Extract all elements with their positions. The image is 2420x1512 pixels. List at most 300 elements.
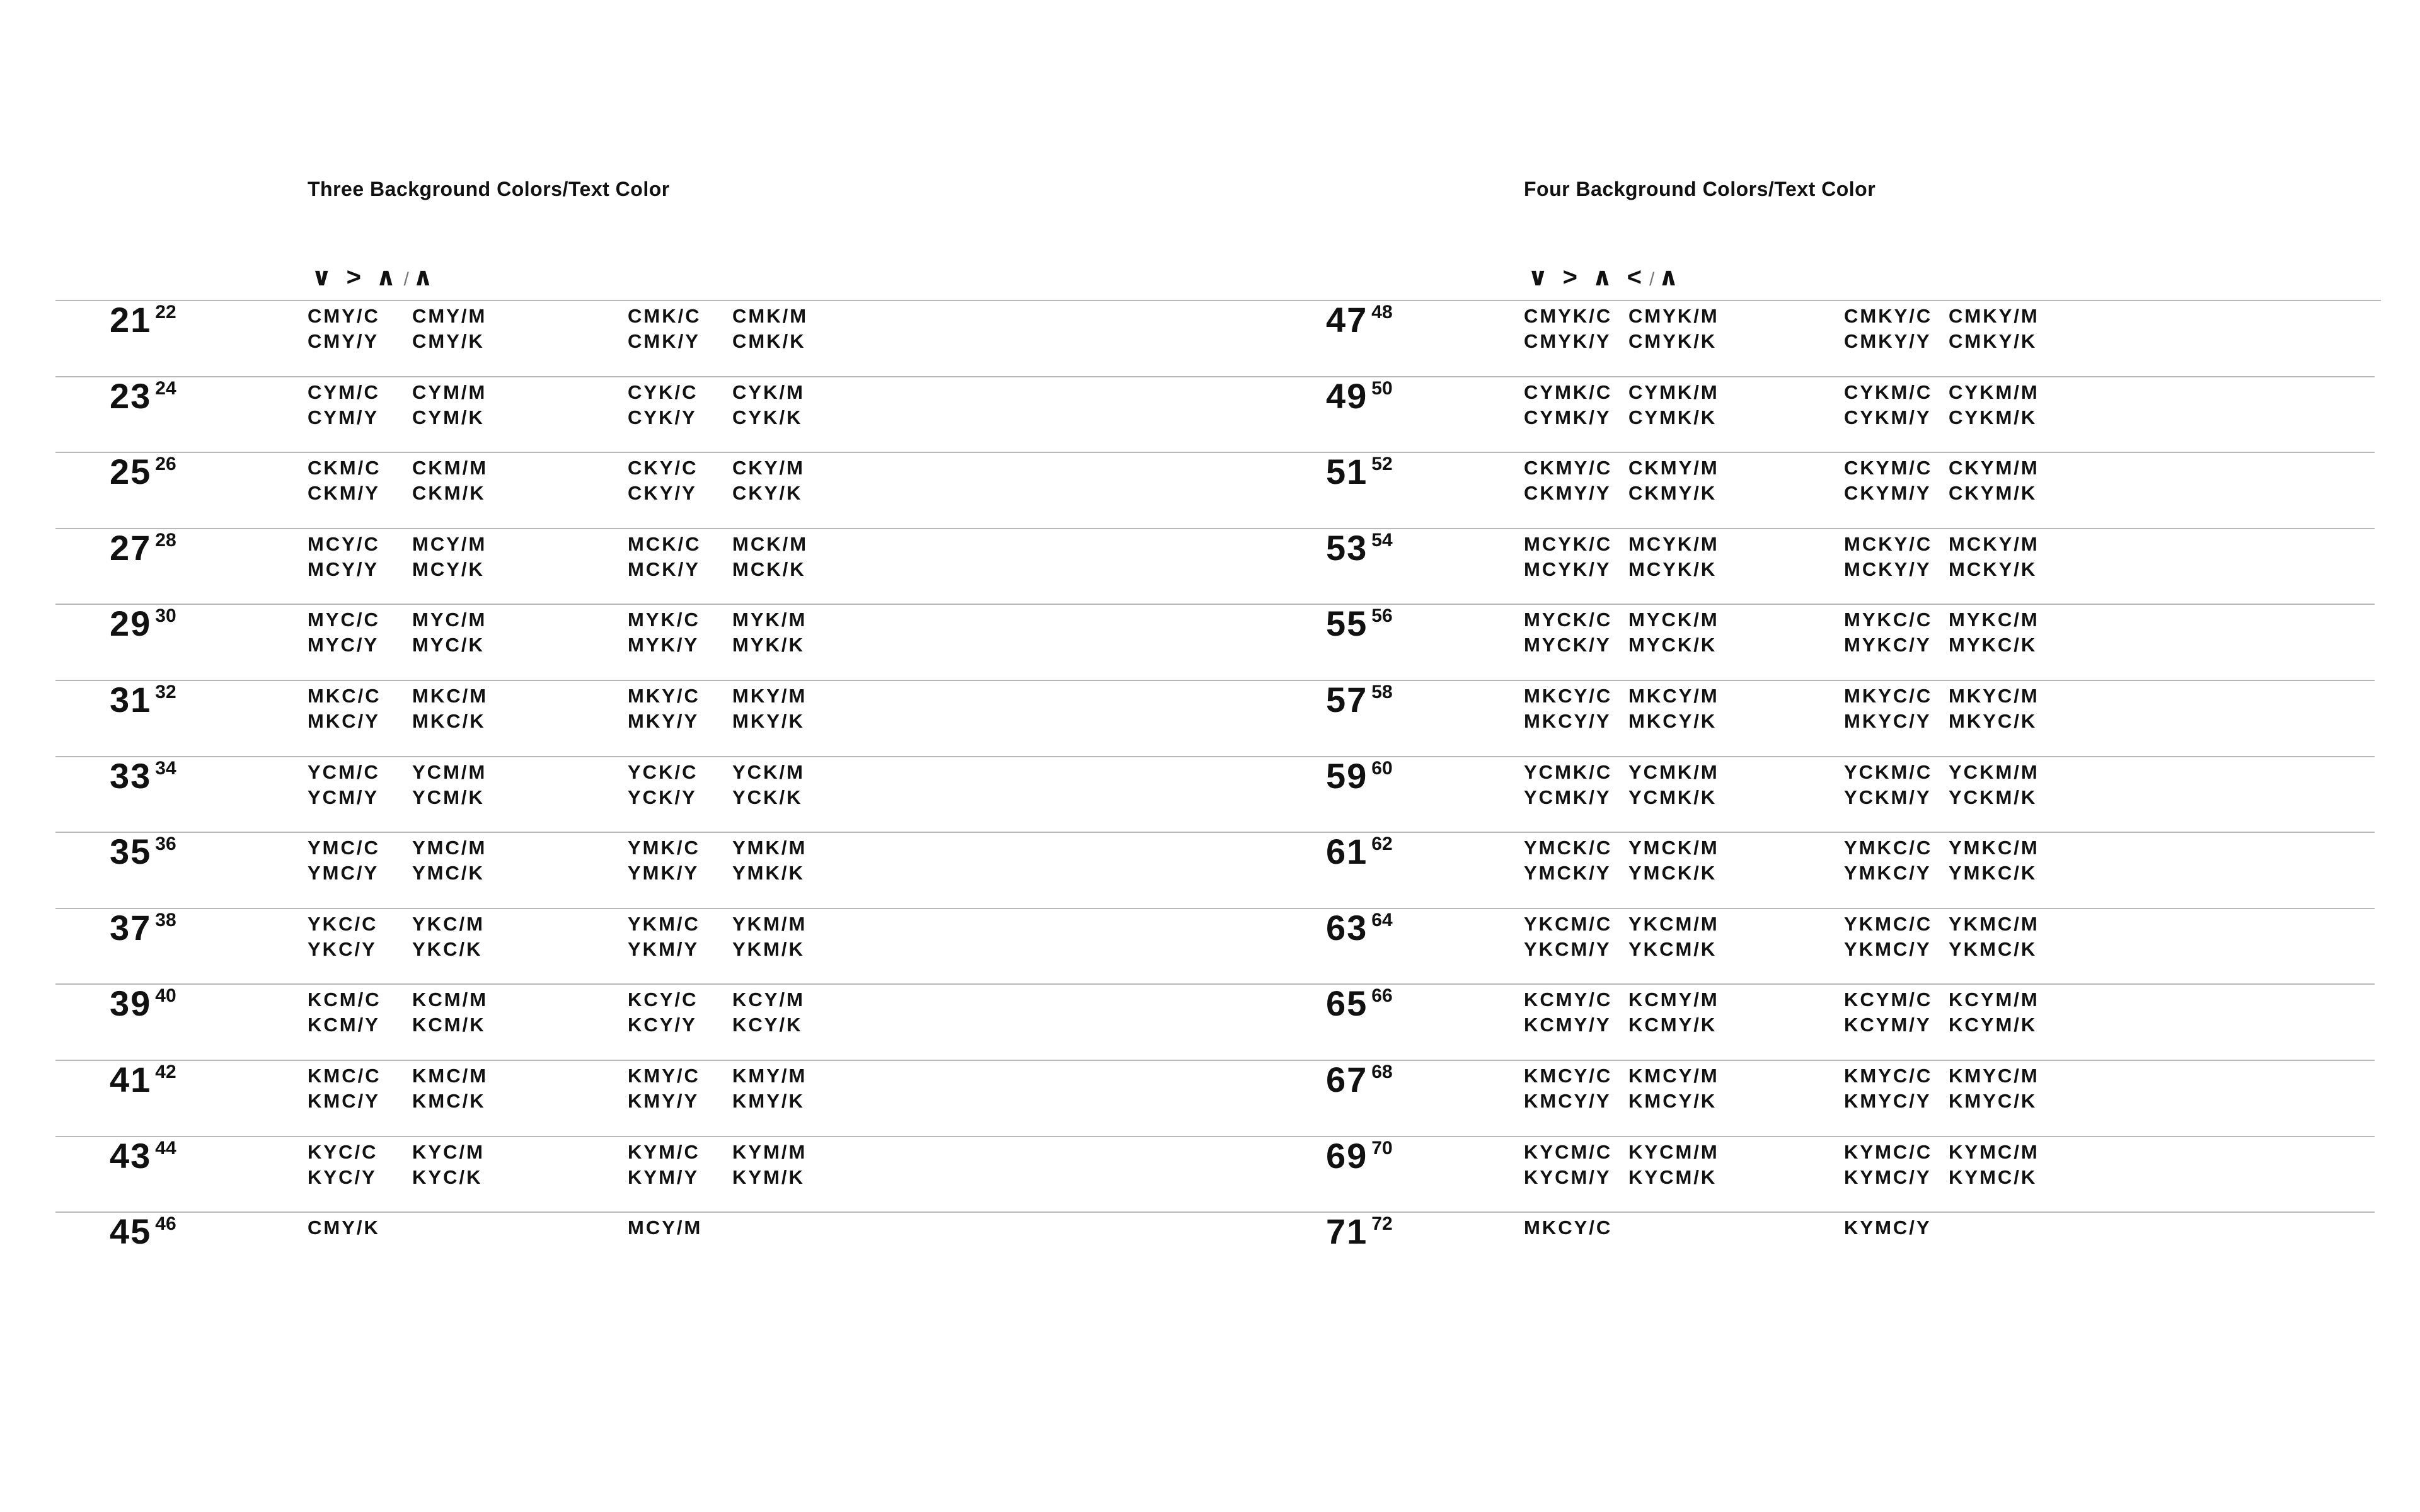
combination-code: MKY/M	[732, 685, 807, 707]
row-number-superscript: 42	[155, 1062, 176, 1082]
combination-code: KMCY/C	[1524, 1065, 1613, 1087]
combination-code: CYMK/M	[1628, 381, 1719, 403]
combination-code: MCYK/M	[1628, 533, 1719, 555]
combination-code: YCM/M	[412, 761, 487, 783]
combination-group	[1844, 990, 2053, 1035]
row-number-superscript: 66	[1371, 985, 1393, 1006]
row-number	[1326, 834, 1393, 869]
combination-code: MCYK/K	[1628, 558, 1717, 580]
row-number-main: 27	[110, 528, 152, 568]
combination-code: CMYK/C	[1524, 305, 1613, 327]
combination-code: YKCM/M	[1628, 913, 1719, 935]
combination-code: CMYK/Y	[1524, 330, 1611, 352]
combination-code: MCK/Y	[628, 558, 700, 580]
combination-code: MKYC/K	[1949, 710, 2037, 732]
combination-code: YMC/C	[308, 837, 380, 859]
combination-code: YKM/Y	[628, 938, 700, 960]
row-number-main: 47	[1326, 300, 1368, 340]
combination-code: KCY/K	[732, 1014, 803, 1036]
combination-code: CMY/K	[308, 1217, 380, 1239]
row-number-main: 65	[1326, 983, 1368, 1023]
combination-code: KMC/K	[412, 1090, 486, 1112]
combination-code: MYK/M	[732, 609, 807, 631]
combination-group	[1844, 1142, 2053, 1188]
right-row	[0, 452, 2420, 528]
combination-code: MKY/K	[732, 710, 805, 732]
row-number-main: 63	[1326, 908, 1368, 948]
row-number	[1326, 1138, 1393, 1174]
combination-code: KCM/Y	[308, 1014, 380, 1036]
row-number-superscript: 40	[155, 985, 176, 1006]
combination-code: KMC/C	[308, 1065, 381, 1087]
right-row	[0, 1136, 2420, 1212]
combination-code: MKC/Y	[308, 710, 380, 732]
row-number	[1326, 910, 1393, 946]
combination-code: YMC/K	[412, 862, 485, 884]
combination-code: CKMY/M	[1628, 457, 1719, 479]
combination-code: MYCK/Y	[1524, 634, 1611, 656]
combination-code: KCM/C	[308, 988, 381, 1011]
combination-code: MKYC/Y	[1844, 710, 1932, 732]
combination-code: CKY/M	[732, 457, 805, 479]
combination-code: KYMC/C	[1844, 1141, 1933, 1163]
combination-code: YCMK/C	[1524, 761, 1613, 783]
row-number-main: 57	[1326, 680, 1368, 719]
combination-code: MKC/C	[308, 685, 381, 707]
combination-group	[1844, 458, 2053, 503]
combination-code: YMK/C	[628, 837, 700, 859]
combination-code: CYM/C	[308, 381, 380, 403]
combination-code: MCY/C	[308, 533, 380, 555]
arrow-tail: ∧	[412, 263, 437, 291]
row-number-main: 23	[110, 376, 152, 416]
combination-code: CMK/C	[628, 305, 701, 327]
row-number-superscript: 70	[1371, 1138, 1393, 1159]
combination-code: YMC/M	[412, 837, 487, 859]
arrow-tail: ∧	[1658, 263, 1683, 291]
combination-code: MCY/K	[412, 558, 485, 580]
combination-code: MYKC/Y	[1844, 634, 1932, 656]
row-number	[1326, 454, 1393, 490]
combination-code: CKM/K	[412, 482, 486, 504]
combination-code: CMK/M	[732, 305, 809, 327]
combination-code: CMYK/K	[1628, 330, 1717, 352]
right-row	[0, 300, 2420, 376]
combination-code: KMY/M	[732, 1065, 807, 1087]
row-number-superscript: 38	[155, 910, 176, 931]
combination-code: YKM/C	[628, 913, 700, 935]
combination-code: MCK/M	[732, 533, 809, 555]
combination-group	[1524, 610, 1733, 655]
combination-group	[1524, 306, 1733, 352]
combination-code: CYM/K	[412, 406, 485, 428]
row-number-superscript: 52	[1371, 454, 1393, 474]
row-number-main: 39	[110, 983, 152, 1023]
combination-code: YMCK/M	[1628, 837, 1719, 859]
combination-code: CMKY/Y	[1844, 330, 1932, 352]
combination-code: YCM/C	[308, 761, 380, 783]
row-number	[1326, 1211, 1393, 1251]
combination-group	[1524, 762, 1733, 808]
arrow-slash: /	[403, 269, 409, 290]
combination-code: KYC/M	[412, 1141, 485, 1163]
combination-code: CKYM/K	[1949, 482, 2037, 504]
combination-code: YMKC/M	[1949, 837, 2039, 859]
combination-group	[1844, 382, 2053, 428]
combination-code: YKC/C	[308, 913, 378, 935]
combination-code: MCY/M	[628, 1217, 703, 1239]
right-row	[0, 1060, 2420, 1136]
row-number-main: 49	[1326, 376, 1368, 416]
combination-code: CYKM/C	[1844, 381, 1933, 403]
row-number-superscript: 46	[155, 1213, 176, 1234]
combination-code: MYK/C	[628, 609, 700, 631]
combination-code: YMK/M	[732, 837, 807, 859]
combination-code: MYKC/K	[1949, 634, 2037, 656]
combination-code: CYK/Y	[628, 406, 697, 428]
combination-code: YCK/M	[732, 761, 805, 783]
combination-code: MYC/Y	[308, 634, 379, 656]
row-number-main: 61	[1326, 832, 1368, 871]
row-number-superscript: 34	[155, 758, 176, 779]
combination-code: CMK/Y	[628, 330, 700, 352]
combination-code: KYM/M	[732, 1141, 807, 1163]
right-section-title: Four Background Colors/Text Color	[1524, 178, 1876, 200]
row-number-superscript: 72	[1371, 1213, 1393, 1234]
combination-code: YMK/Y	[628, 862, 700, 884]
row-number	[1326, 376, 1393, 416]
combination-code: MKCY/C	[1524, 1217, 1613, 1239]
combination-code: KYCM/K	[1628, 1166, 1717, 1188]
combination-code: CKMY/Y	[1524, 482, 1611, 504]
combination-code: MKC/K	[412, 710, 486, 732]
combination-code: KCY/C	[628, 988, 698, 1011]
row-number-main: 31	[110, 680, 152, 719]
row-number-main: 41	[110, 1060, 152, 1099]
combination-code: CKMY/K	[1628, 482, 1717, 504]
combination-code: KMY/K	[732, 1090, 805, 1112]
row-number-main: 71	[1326, 1211, 1368, 1251]
combination-code: MKY/C	[628, 685, 700, 707]
right-row	[0, 756, 2420, 832]
row-number-main: 45	[110, 1211, 152, 1251]
combination-code: CKYM/Y	[1844, 482, 1932, 504]
combination-code: MYCK/C	[1524, 609, 1613, 631]
combination-code: KMC/M	[412, 1065, 488, 1087]
combination-code: CYM/M	[412, 381, 487, 403]
arrow-glyphs: ∨ > ∧	[311, 263, 400, 291]
row-number-main: 37	[110, 908, 152, 948]
combination-code: MCY/Y	[308, 558, 379, 580]
combination-code: KYC/Y	[308, 1166, 377, 1188]
row-number-main: 35	[110, 832, 152, 871]
combination-code: MKCY/C	[1524, 685, 1613, 707]
combination-code: MCK/K	[732, 558, 806, 580]
combination-code: CKMY/C	[1524, 457, 1613, 479]
row-number-main: 21	[110, 300, 152, 340]
combination-code: KYC/K	[412, 1166, 483, 1188]
combination-code: MKCY/K	[1628, 710, 1717, 732]
combination-group	[1844, 686, 2053, 731]
combination-code: YMKC/K	[1949, 862, 2037, 884]
combination-code: KCYM/M	[1949, 988, 2039, 1011]
row-number-superscript: 60	[1371, 758, 1393, 779]
combination-group	[1524, 1066, 1733, 1111]
combination-group	[1524, 686, 1733, 731]
combination-code: YKM/K	[732, 938, 805, 960]
combination-code: YCK/C	[628, 761, 698, 783]
combination-group	[1844, 914, 2053, 959]
combination-code: YKC/Y	[308, 938, 377, 960]
row-number-main: 29	[110, 604, 152, 643]
combination-group	[1524, 1142, 1733, 1188]
combination-code: CKM/Y	[308, 482, 380, 504]
combination-code: CYMK/C	[1524, 381, 1613, 403]
combination-code: KYCM/Y	[1524, 1166, 1611, 1188]
row-number-superscript: 50	[1371, 378, 1393, 399]
combination-code: KMY/C	[628, 1065, 700, 1087]
combination-code: YCM/Y	[308, 786, 379, 808]
combination-code: YCKM/Y	[1844, 786, 1932, 808]
combination-code: MCKY/M	[1949, 533, 2039, 555]
row-number	[1326, 983, 1393, 1023]
combination-code: YCKM/M	[1949, 761, 2039, 783]
combination-code: CKYM/M	[1949, 457, 2039, 479]
row-number	[1326, 1062, 1393, 1097]
combination-code: YCMK/Y	[1524, 786, 1611, 808]
combination-code: MKC/M	[412, 685, 488, 707]
combination-code: CKY/Y	[628, 482, 697, 504]
combination-group	[1844, 1218, 2053, 1238]
row-number-main: 43	[110, 1136, 152, 1176]
combination-code: CYKM/K	[1949, 406, 2037, 428]
row-number-main: 55	[1326, 604, 1368, 643]
combination-code: CKM/C	[308, 457, 381, 479]
combination-code: MKY/Y	[628, 710, 700, 732]
combination-code: YMCK/K	[1628, 862, 1717, 884]
combination-code: MYC/M	[412, 609, 487, 631]
combination-group	[1844, 610, 2053, 655]
combination-code: CMY/M	[412, 305, 487, 327]
combination-code: MYKC/M	[1949, 609, 2039, 631]
combination-code: KMYC/Y	[1844, 1090, 1932, 1112]
combination-code: MCKY/C	[1844, 533, 1933, 555]
combination-code: CYKM/M	[1949, 381, 2039, 403]
combination-code: KMYC/C	[1844, 1065, 1933, 1087]
left-section-title: Three Background Colors/Text Color	[308, 178, 670, 200]
combination-group	[1524, 382, 1733, 428]
row-number-superscript: 64	[1371, 910, 1393, 931]
combination-group	[1524, 534, 1733, 580]
row-number	[1326, 606, 1393, 641]
combination-code: YMKC/Y	[1844, 862, 1932, 884]
combination-code: CKY/K	[732, 482, 803, 504]
combination-group	[1524, 914, 1733, 959]
row-number-superscript: 54	[1371, 530, 1393, 551]
combination-code: YKM/M	[732, 913, 807, 935]
combination-code: MCKY/Y	[1844, 558, 1932, 580]
combination-code: MCK/C	[628, 533, 701, 555]
combination-code: MYC/C	[308, 609, 380, 631]
row-number-main: 51	[1326, 452, 1368, 491]
row-number	[1326, 682, 1393, 718]
combination-code: KMCY/Y	[1524, 1090, 1611, 1112]
row-number-superscript: 28	[155, 530, 176, 551]
combination-code: KYM/K	[732, 1166, 805, 1188]
right-row	[0, 983, 2420, 1060]
combination-code: YMCK/C	[1524, 837, 1613, 859]
combination-code: CYM/Y	[308, 406, 379, 428]
combination-code: YKCM/C	[1524, 913, 1613, 935]
combination-code: CMYK/M	[1628, 305, 1719, 327]
combination-code: YMKC/C	[1844, 837, 1933, 859]
combination-code: KCY/M	[732, 988, 805, 1011]
row-number-superscript: 24	[155, 378, 176, 399]
combination-code: MCY/M	[412, 533, 487, 555]
combination-group	[1844, 1066, 2053, 1111]
combination-group	[1524, 990, 1733, 1035]
row-number-main: 25	[110, 452, 152, 491]
combination-group	[1524, 458, 1733, 503]
combination-code: KCYM/Y	[1844, 1014, 1932, 1036]
combination-group	[1524, 1218, 1733, 1238]
row-number-superscript: 30	[155, 605, 176, 626]
combination-code: KYMC/Y	[1844, 1166, 1932, 1188]
combination-code: MKCY/M	[1628, 685, 1719, 707]
combination-group	[1524, 838, 1733, 883]
combination-group	[1844, 838, 2053, 883]
combination-code: MCKY/K	[1949, 558, 2037, 580]
combination-code: MKYC/C	[1844, 685, 1933, 707]
row-number-superscript: 58	[1371, 682, 1393, 702]
combination-code: CYK/M	[732, 381, 805, 403]
right-arrow-notation	[1528, 258, 1683, 299]
combination-code: MYC/K	[412, 634, 485, 656]
combination-code: KCMY/M	[1628, 988, 1719, 1011]
row-number-superscript: 48	[1371, 302, 1393, 323]
combination-code: MYK/Y	[628, 634, 700, 656]
row-number-superscript: 26	[155, 454, 176, 474]
combination-code: CYK/K	[732, 406, 803, 428]
right-row	[0, 376, 2420, 452]
combination-code: CMY/Y	[308, 330, 379, 352]
combination-code: YMC/Y	[308, 862, 379, 884]
right-row	[0, 832, 2420, 908]
combination-code: CYMK/Y	[1524, 406, 1611, 428]
right-row	[0, 680, 2420, 756]
combination-code: YCKM/K	[1949, 786, 2037, 808]
combination-code: MYCK/M	[1628, 609, 1719, 631]
combination-code: YCK/Y	[628, 786, 697, 808]
row-number-main: 33	[110, 756, 152, 796]
combination-code: KYMC/M	[1949, 1141, 2039, 1163]
combination-code: CMKY/M	[1949, 305, 2039, 327]
combination-code: KCYM/K	[1949, 1014, 2037, 1036]
combination-code: KMYC/K	[1949, 1090, 2037, 1112]
combination-code: YKC/M	[412, 913, 485, 935]
combination-code: YKCM/K	[1628, 938, 1717, 960]
combination-code: KMYC/M	[1949, 1065, 2039, 1087]
row-number	[1326, 302, 1393, 338]
combination-code: MYK/K	[732, 634, 805, 656]
combination-code: MYCK/K	[1628, 634, 1717, 656]
combination-code: CKY/C	[628, 457, 698, 479]
row-number-superscript: 32	[155, 682, 176, 702]
row-number-main: 67	[1326, 1060, 1368, 1099]
combination-code: CKM/M	[412, 457, 488, 479]
row-number-main: 59	[1326, 756, 1368, 796]
combination-code: MKCY/Y	[1524, 710, 1611, 732]
combination-code: KCMY/Y	[1524, 1014, 1611, 1036]
row-number-superscript: 62	[1371, 833, 1393, 854]
right-row	[0, 528, 2420, 604]
row-number-main: 53	[1326, 528, 1368, 568]
combination-code: KYMC/Y	[1844, 1217, 1932, 1239]
row-number-superscript: 22	[155, 302, 176, 323]
row-number	[1326, 756, 1393, 796]
combination-code: MKYC/M	[1949, 685, 2039, 707]
combination-code: YCK/K	[732, 786, 803, 808]
combination-code: YKMC/Y	[1844, 938, 1932, 960]
right-row	[0, 604, 2420, 680]
combination-code: CKYM/C	[1844, 457, 1933, 479]
combination-code: KCM/K	[412, 1014, 486, 1036]
combination-code: YCMK/K	[1628, 786, 1717, 808]
combination-code: KYMC/K	[1949, 1166, 2037, 1188]
combination-code: CMK/K	[732, 330, 806, 352]
combination-code: KMCY/M	[1628, 1065, 1719, 1087]
combination-code: KYCM/M	[1628, 1141, 1719, 1163]
combination-code: MCYK/Y	[1524, 558, 1611, 580]
combination-code: KYM/Y	[628, 1166, 700, 1188]
combination-code: YCMK/M	[1628, 761, 1719, 783]
right-row	[0, 1211, 2420, 1288]
combination-code: CMKY/K	[1949, 330, 2037, 352]
combination-group	[1844, 306, 2053, 352]
combination-code: KCYM/C	[1844, 988, 1933, 1011]
combination-code: YCM/K	[412, 786, 485, 808]
combination-group	[1844, 534, 2053, 580]
combination-code: CMKY/C	[1844, 305, 1933, 327]
combination-code: KMY/Y	[628, 1090, 700, 1112]
combination-code: MYKC/C	[1844, 609, 1933, 631]
combination-code: KYCM/C	[1524, 1141, 1613, 1163]
row-number-superscript: 56	[1371, 605, 1393, 626]
combination-code: KMCY/K	[1628, 1090, 1717, 1112]
combination-code: CYK/C	[628, 381, 698, 403]
combination-code: YMCK/Y	[1524, 862, 1611, 884]
combination-code: YKC/K	[412, 938, 483, 960]
combination-code: KCMY/K	[1628, 1014, 1717, 1036]
combination-code: YKMC/K	[1949, 938, 2037, 960]
combination-code: CMY/K	[412, 330, 485, 352]
combination-code: YKMC/C	[1844, 913, 1933, 935]
right-row	[0, 908, 2420, 984]
row-number-main: 69	[1326, 1136, 1368, 1176]
combination-code: YMK/K	[732, 862, 805, 884]
left-arrow-notation	[311, 258, 437, 299]
combination-code: KMC/Y	[308, 1090, 380, 1112]
combination-code: KCM/M	[412, 988, 488, 1011]
row-number	[1326, 530, 1393, 566]
combination-code: KYM/C	[628, 1141, 700, 1163]
combination-code: MCYK/C	[1524, 533, 1613, 555]
combination-code: CYMK/K	[1628, 406, 1717, 428]
combination-code: KCY/Y	[628, 1014, 697, 1036]
row-number-superscript: 36	[155, 833, 176, 854]
combination-group	[1844, 762, 2053, 808]
combination-code: YCKM/C	[1844, 761, 1933, 783]
